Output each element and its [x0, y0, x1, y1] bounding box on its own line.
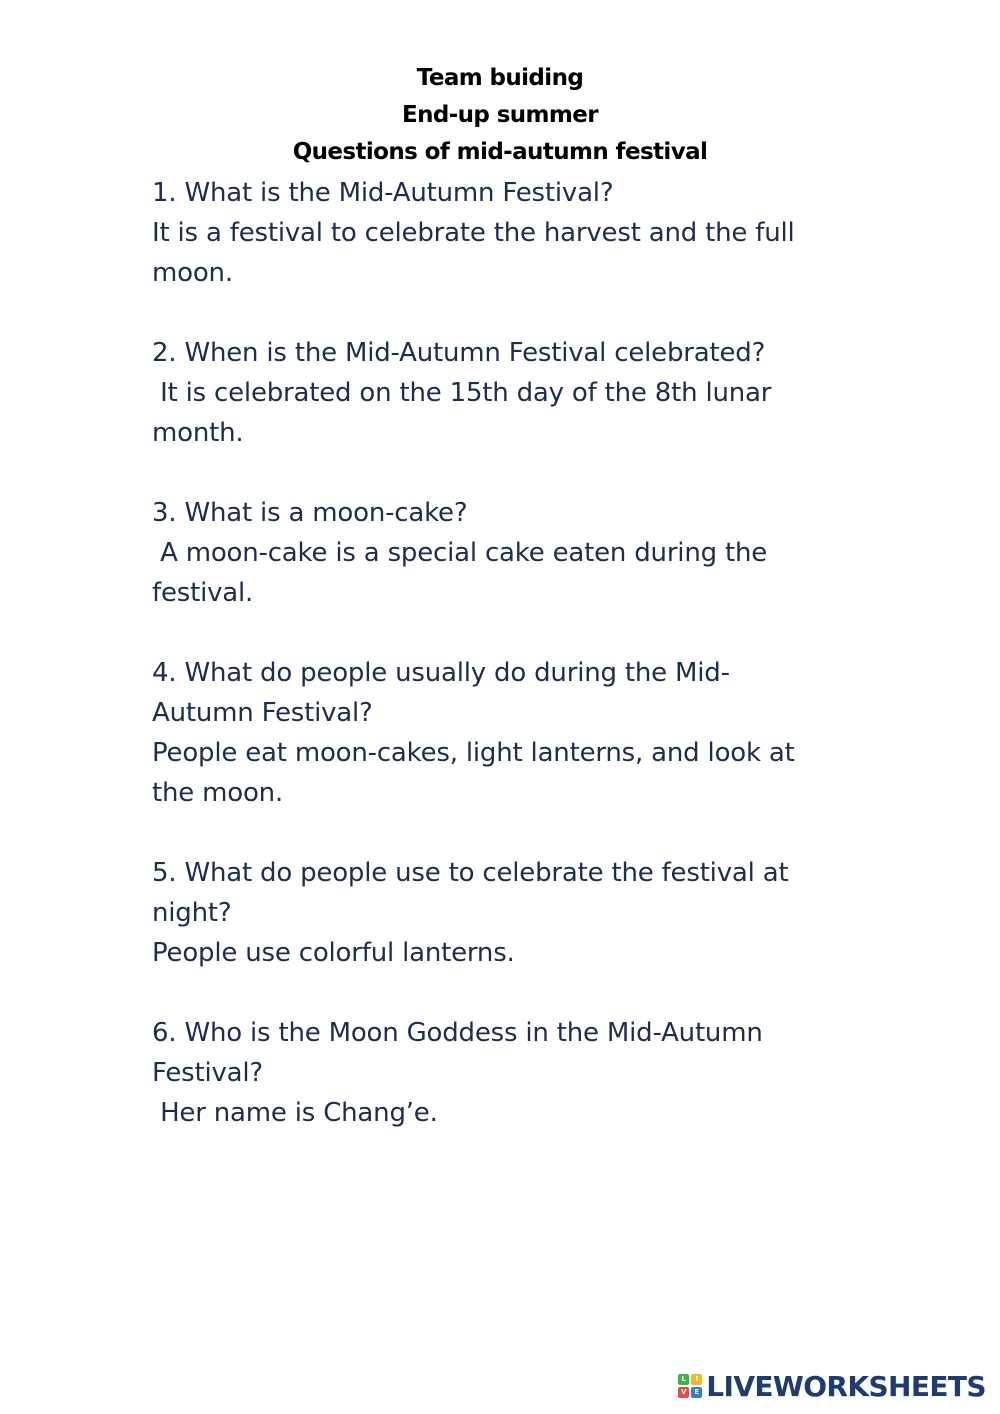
qa-item-5 — [152, 853, 852, 973]
question-4-line-2: Autumn Festival? — [152, 698, 373, 728]
question-1: 1. What is the Mid-Autumn Festival? — [152, 178, 614, 208]
question-4-line-1: 4. What do people usually do during the Mid- — [152, 658, 730, 688]
qa-item-3 — [152, 493, 852, 613]
qa-item-6 — [152, 1013, 852, 1133]
question-5-line-1: 5. What do people use to celebrate the festival at — [152, 858, 789, 888]
logo-cell-i: I — [691, 1374, 702, 1385]
liveworksheets-logo-text: LIVEWORKSHEETS — [706, 1369, 986, 1403]
liveworksheets-logo-icon — [678, 1374, 702, 1398]
header-title: Team buiding — [416, 65, 584, 91]
question-5-line-2: night? — [152, 898, 232, 928]
logo-cell-v: V — [678, 1387, 689, 1398]
qa-item-2 — [152, 333, 852, 453]
worksheet-header — [0, 60, 1000, 171]
question-6-line-2: Festival? — [152, 1058, 264, 1088]
liveworksheets-logo[interactable] — [678, 1368, 986, 1404]
question-6-line-1: 6. Who is the Moon Goddess in the Mid-Autumn — [152, 1018, 763, 1048]
answer-5: People use colorful lanterns. — [152, 938, 515, 968]
answer-2-line-1: It is celebrated on the 15th day of the 8th lunar — [152, 378, 772, 408]
answer-1-line-2: moon. — [152, 258, 233, 288]
answer-3-line-1: A moon-cake is a special cake eaten during the — [152, 538, 768, 568]
question-answer-list — [152, 173, 852, 1173]
answer-2-line-2: month. — [152, 418, 244, 448]
question-2: 2. When is the Mid-Autumn Festival celebrated? — [152, 338, 766, 368]
qa-item-4 — [152, 653, 852, 813]
answer-3-line-2: festival. — [152, 578, 254, 608]
header-subtitle: End-up summer — [401, 102, 599, 128]
question-3: 3. What is a moon-cake? — [152, 498, 468, 528]
answer-6: Her name is Chang’e. — [152, 1098, 438, 1128]
logo-cell-l: L — [678, 1374, 689, 1385]
header-topic: Questions of mid-autumn festival — [292, 139, 708, 165]
answer-1-line-1: It is a festival to celebrate the harvest and the full — [152, 218, 795, 248]
logo-cell-e: E — [691, 1387, 702, 1398]
answer-4-line-1: People eat moon-cakes, light lanterns, and look at — [152, 738, 795, 768]
qa-item-1 — [152, 173, 852, 293]
answer-4-line-2: the moon. — [152, 778, 284, 808]
